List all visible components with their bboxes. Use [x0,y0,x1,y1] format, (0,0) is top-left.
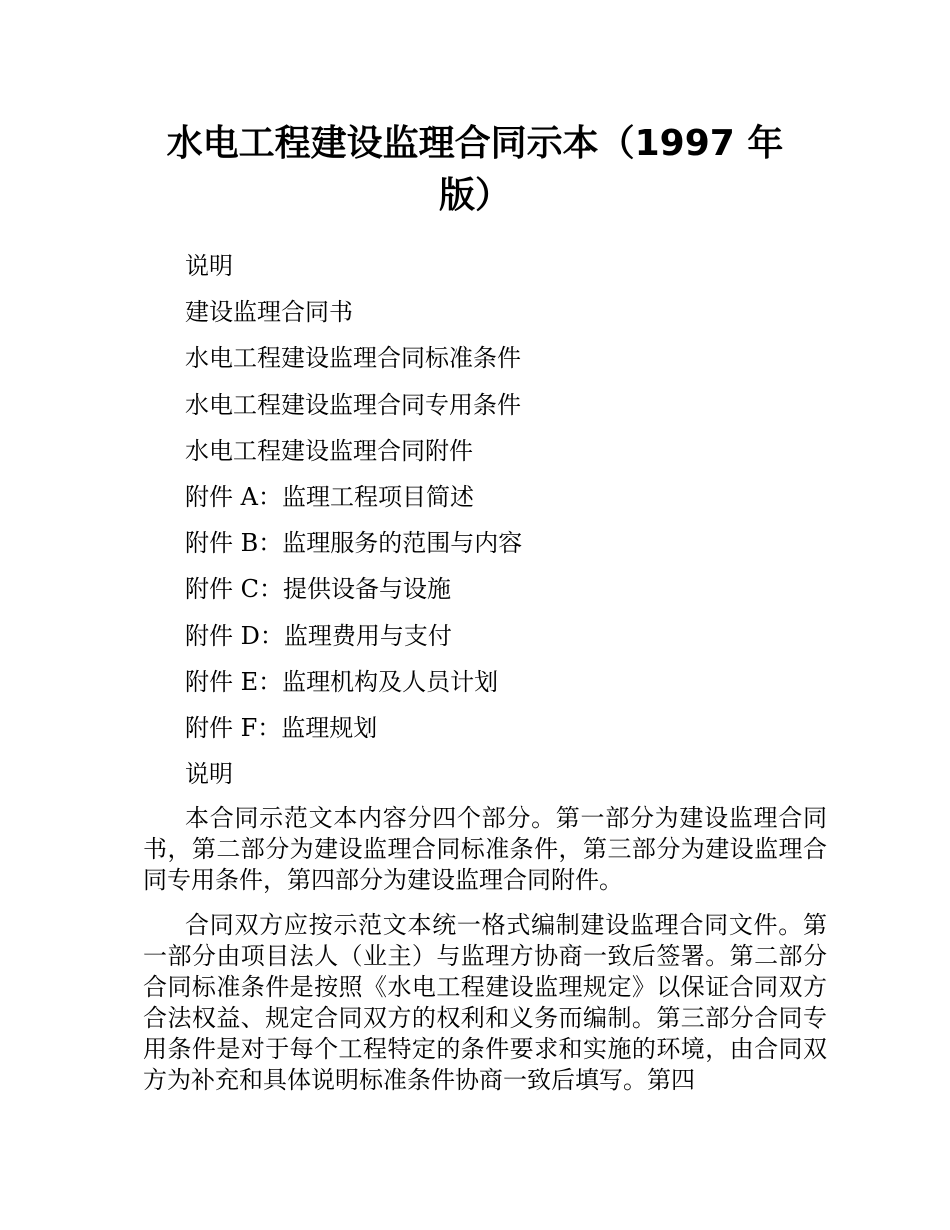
toc-item: 附件 B：监理服务的范围与内容 [185,529,523,558]
body-paragraph: 本合同示范文本内容分四个部分。第一部分为建设监理合同书，第二部分为建设监理合同标准条件，第三部分为建设监理合同专用条件，第四部分为建设监理合同附件。 [143,804,827,894]
toc-item: 水电工程建设监理合同标准条件 [185,344,521,373]
document-title: 水电工程建设监理合同示本（1997 年版） [166,123,784,216]
toc-item: 附件 D：监理费用与支付 [185,621,452,650]
toc-item: 附件 E：监理机构及人员计划 [185,667,499,696]
toc-item: 水电工程建设监理合同专用条件 [185,390,521,419]
toc-item: 附件 C：提供设备与设施 [185,575,451,604]
toc-item: 水电工程建设监理合同附件 [185,436,473,465]
toc-item: 附件 A：监理工程项目简述 [185,482,474,511]
toc-item: 附件 F：监理规划 [185,713,378,742]
toc-item: 说明 [185,760,233,789]
table-of-contents [185,246,522,800]
body-paragraph: 合同双方应按示范文本统一格式编制建设监理合同文件。第一部分由项目法人（业主）与监理方协商一致后签署。第二部分合同标准条件是按照《水电工程建设监理规定》以保证合同双方合法权益、规定合同双方的权利和义务而编制。第三部分合同专用条件是对于每个工程特定的条件要求和实施的环境，由合同双方为补充和具体说明标准条件协商一致后填写。第四 [143,911,827,1094]
toc-item: 建设监理合同书 [185,298,353,327]
toc-item: 说明 [185,252,233,280]
